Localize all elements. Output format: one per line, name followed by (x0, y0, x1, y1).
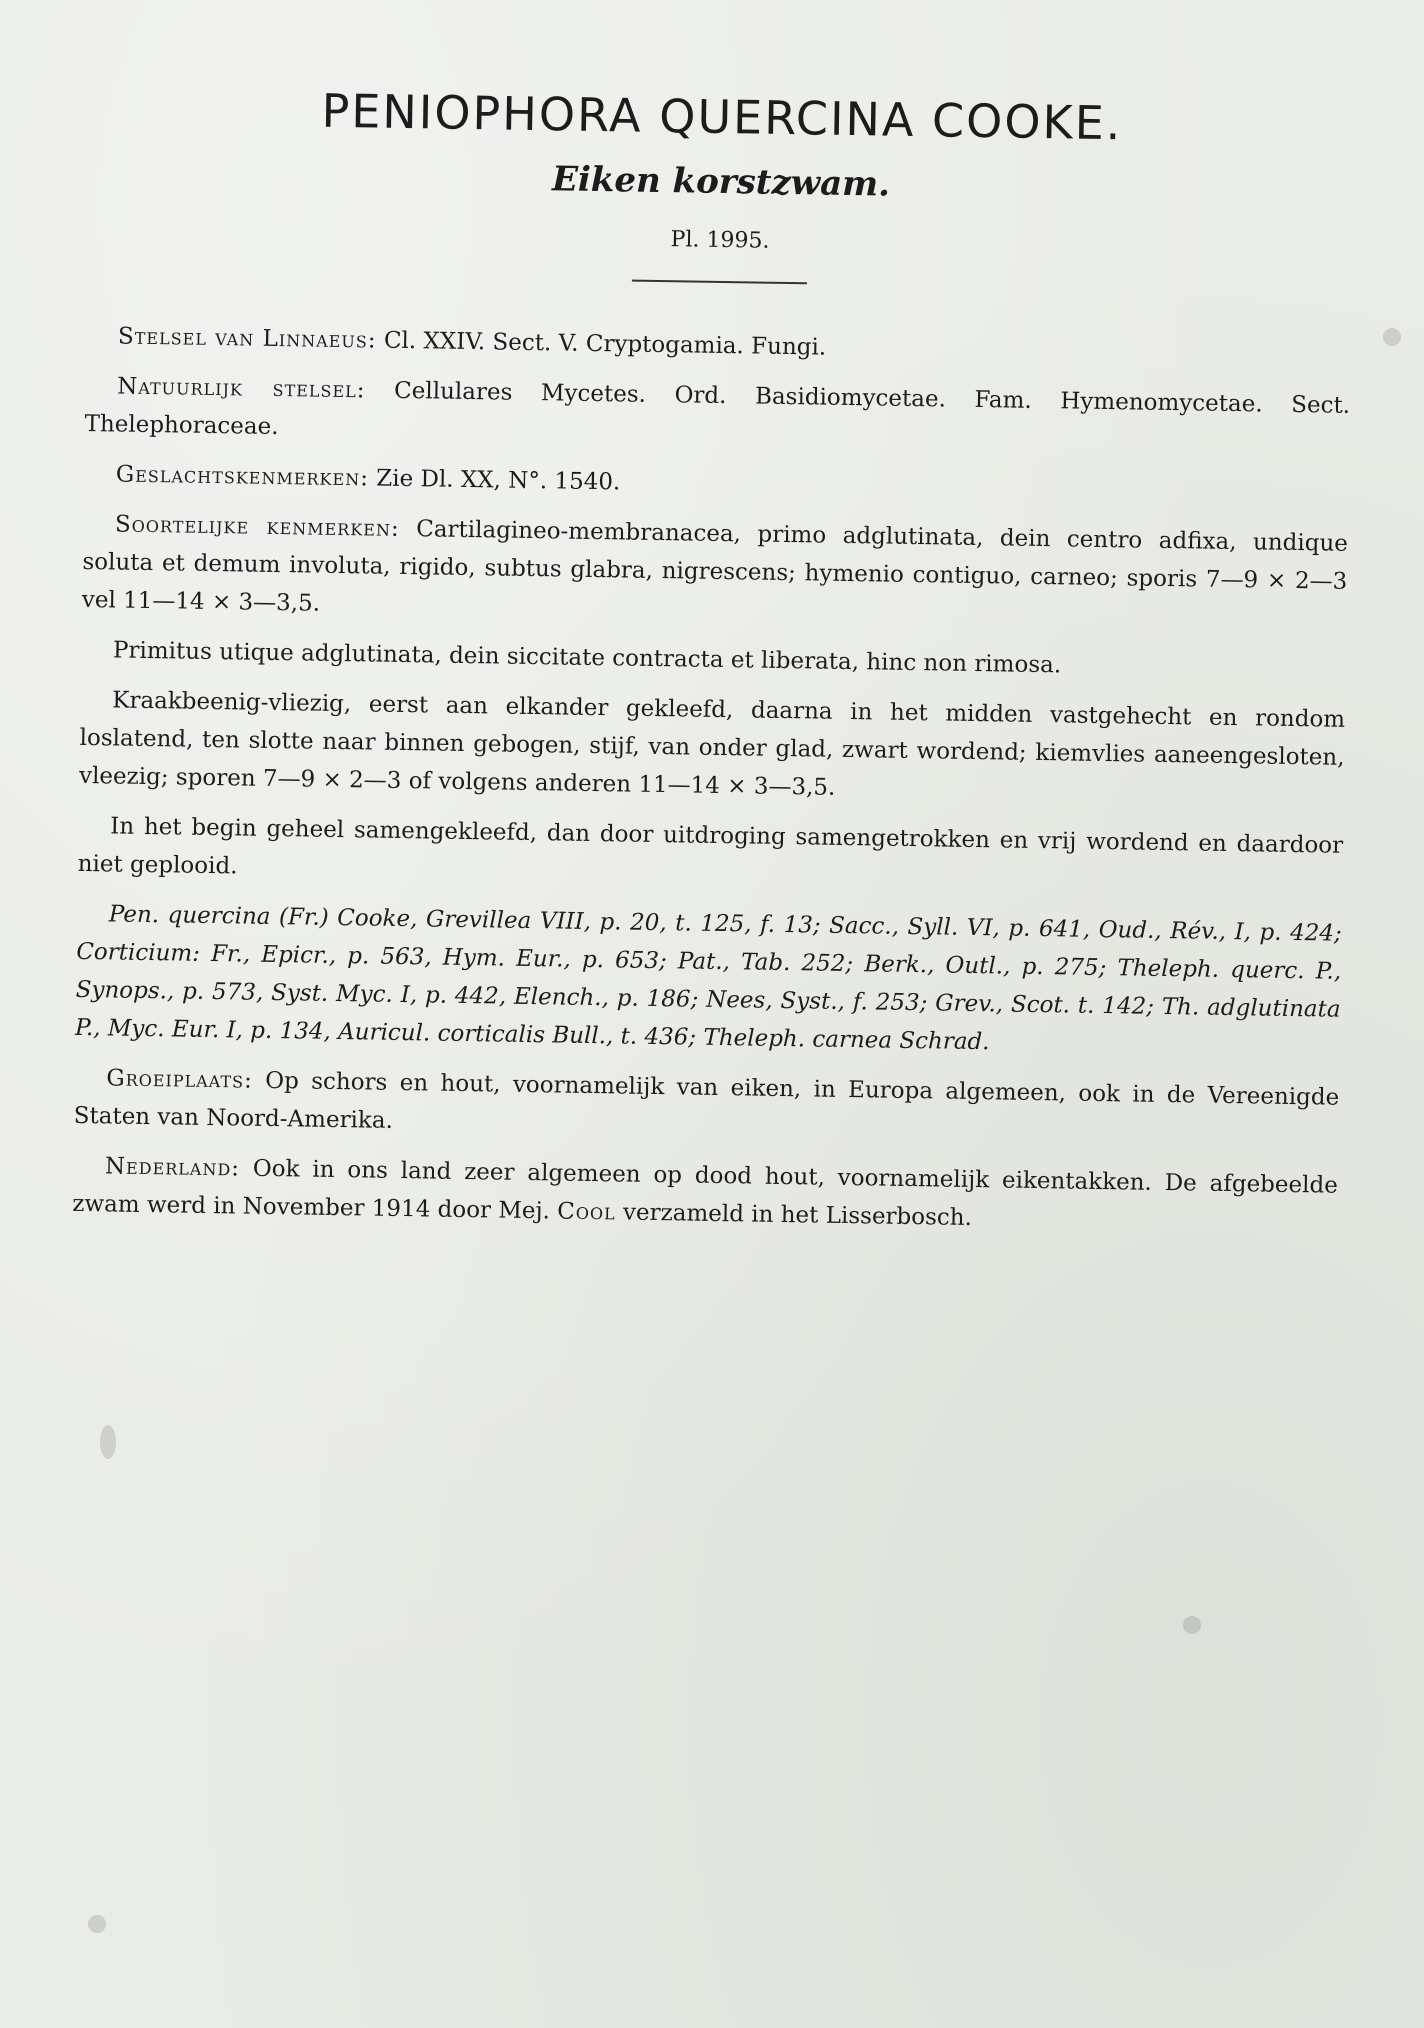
species-text: Cartilagineo-membranacea, primo adglutinata, dein centro adfixa, undique soluta et demum involuta, rigido, subtus glabra, nigrescens; hymenio contiguo, carneo; sporis 7—9 × 2—3 vel 11—14 × 3—3,5. (81, 516, 1349, 617)
netherlands-paragraph (72, 1147, 1338, 1243)
divider-rule (632, 280, 807, 285)
natural-system-paragraph (84, 367, 1350, 463)
linnaeus-label: Stelsel van Linnaeus: (117, 323, 377, 354)
habitat-paragraph (73, 1059, 1339, 1155)
latin-note: Primitus utique adglutinata, dein siccitate contracta et liberata, hinc non rimosa. (112, 637, 1062, 679)
netherlands-label: Nederland: (104, 1153, 241, 1182)
page-smudge (1383, 328, 1401, 346)
natural-system-text: Cellulares Mycetes. Ord. Basidiomycetae. Fam. Hymenomycetae. Sect. Thelephoraceae. (84, 377, 1351, 441)
netherlands-text-2: verzameld in het Lisserbosch. (622, 1199, 973, 1231)
habitat-text: Op schors en hout, voornamelijk van eiken, in Europa algemeen, ook in de Vereenigde Staten van Noord-Amerika. (73, 1067, 1340, 1134)
page-smudge (88, 1915, 106, 1933)
habitat-label: Groeiplaats: (106, 1065, 254, 1094)
species-label: Soortelijke kenmerken: (114, 511, 400, 542)
page-title: PENIOPHORA QUERCINA COOKE. (321, 83, 1123, 151)
references-paragraph: Pen. quercina (Fr.) Cooke, Grevillea VIII, p. 20, t. 125, f. 13; Sacc., Syll. VI, p. 641, Oud., Rév., I, p. 424; Corticium: Fr., Epicr., p. 563, Hym. Eur., p. 653; Pat., Tab. 252; Berk., Outl., p. 275; Theleph. querc. P., Synops., p. 573, Syst. Myc. I, p. 442, Elench., p. 186; Nees, Syst., f. 253; Grev., Scot. t. 142; Th. adglutinata P., Myc. Eur. I, p. 134, Auricul. corticalis Bull., t. 436; Theleph. carnea Schrad. (74, 901, 1342, 1056)
document-page (72, 80, 1355, 1255)
netherlands-text-1: Ook in ons land zeer algemeen op dood hout, voornamelijk eikentakken. De afgebeelde zwam werd in November 1914 door Mej. (72, 1155, 1338, 1225)
natural-system-label: Natuurlijk stelsel: (116, 373, 366, 404)
species-paragraph (82, 505, 1349, 639)
genus-text: Zie Dl. XX, N°. 1540. (376, 465, 621, 496)
page-smudge (1183, 1616, 1201, 1634)
linnaeus-text: Cl. XXIV. Sect. V. Cryptogamia. Fungi. (383, 327, 827, 361)
genus-label: Geslachtskenmerken: (115, 461, 370, 492)
plate-number: Pl. 1995. (670, 227, 770, 254)
dutch-note: In het begin geheel samengekleefd, dan door uitdroging samengetrokken en vrij wordend en daardoor niet geplooid. (77, 813, 1344, 880)
page-subtitle: Eiken korstzwam. (551, 159, 891, 205)
collector-name: Cool (557, 1198, 616, 1226)
page-smudge (100, 1425, 116, 1459)
linnaeus-paragraph (86, 317, 1351, 375)
genus-paragraph (84, 455, 1349, 513)
dutch-description: Kraakbeenig-vliezig, eerst aan elkander gekleefd, daarna in het midden vastgehecht en rondom loslatend, ten slotte naar binnen gebogen, stijf, van onder glad, zwart wordend; kiemvlies aaneengesloten, vleezig; sporen 7—9 × 2—3 of volgens anderen 11—14 × 3—3,5. (78, 687, 1346, 801)
